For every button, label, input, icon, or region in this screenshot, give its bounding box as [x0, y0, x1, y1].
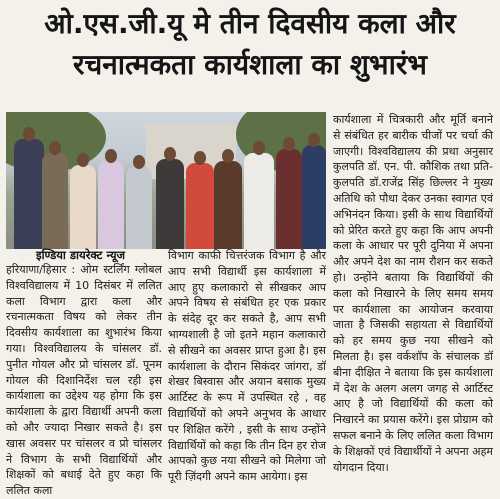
article-column-1	[6, 262, 162, 499]
article-text-2: विभाग काफी चित्तरंजक विभाग है और आप सभी विद्यार्थी इस कार्यशाला में आए हुए कलाकारो से सीखकर आप अपने विषय से संबंधित हर एक प्रकार के संदेह दूर कर सकते है, आप सभी भाग्यशाली है जो इतने महान कलाकारो से सीखने का अवसर प्राप्त हुआ है। इस कार्यशाला के दौरान सिकंदर जांगरा, डॉ शेखर बिस्वास और अयान बसाक मुख्य आर्टिस्ट के रूप में उपस्थित रहे , वह विद्यार्थियों को अपने अनुभव के आधार पर शिक्षित करेंगे , इसी के साथ उन्होंने विद्यार्थियों को कहा कि तीन दिन हर रोज आपको कुछ नया सीखने को मिलेगा जो पूरी ज़िंदगी अपने काम आयेगा। इस	[168, 249, 326, 484]
article-column-3	[333, 112, 493, 475]
article-column-2	[168, 248, 326, 485]
headline-line-1: ओ.एस.जी.यू मे तीन दिवसीय कला और	[44, 7, 456, 40]
news-photo	[6, 112, 326, 249]
headline-line-2: रचनात्मकता कार्यशाला का शुभारंभ	[73, 48, 427, 81]
photo-caption: इण्डिया डायरेक्ट न्यूज	[36, 248, 126, 262]
headline	[0, 4, 500, 86]
article-text-3: कार्यशाला में चित्रकारी और मूर्ति बनाने से संबंधित हर बारीक चीजों पर चर्चा की जाएगी। विश्वविद्यालय की प्रथा अनुसार कुलपति डॉ. एन. पी. कौशिक तथा प्रति-कुलपति डॉ.राजेंद्र सिंह छिल्लर ने मुख्य अतिथि को पौधा देकर उनका स्वागत एवं अभिनंदन किया। इसी के साथ विद्यार्थियों को प्रेरित करते हुए कहा कि आप अपनी कला के आधार पर पूरी दुनिया में अपना और अपने देश का नाम रौशन कर सकते हो। उन्होंने बताया कि विद्यार्थियों की कला को निखारने के लिए समय समय पर कार्यशाला का आयोजन करवाया जाता है जिसकी सहायता से विद्यार्थियों को हर समय कुछ नया सीखने को मिलता है। इस वर्कशॉप के संचालक डॉ बीना दीक्षित ने बताया कि इस कार्यशाला में देश के अलग अलग जगह से आर्टिस्ट आए है जो विद्यार्थियों की कला को निखारने का प्रयास करेंगे। इस प्रोग्राम को सफल बनाने के लिए ललित कला विभाग के शिक्षकों एवं विद्यार्थीयों ने अपना अहम योगदान दिया।	[333, 113, 493, 474]
article-text-1: हरियाणा/हिसार : ओम स्टर्लिंग ग्लोबल विश्वविद्यालय में 10 दिसंबर में ललित कला विभाग द्वारा कला और रचनात्मकता विषय को लेकर तीन दिवसीय कार्यशाला का शुभारंभ किया गया। विश्वविद्यालय के चांसलर डॉ. पुनीत गोयल और प्रो चांसलर डॉ. पूनम गोयल की दिशानिर्देश चल रही इस कार्यशाला का उद्देश्य यह होगा कि इस कार्यशाला के द्वारा विद्यार्थी अपनी कला को और ज्यादा निखार सकते है। इस खास अवसर पर चांसलर व प्रो चांसलर ने विभाग के सभी विद्यार्थियों और शिक्षकों को बधाई देते हुए कहा कि ललित कला	[6, 263, 162, 498]
